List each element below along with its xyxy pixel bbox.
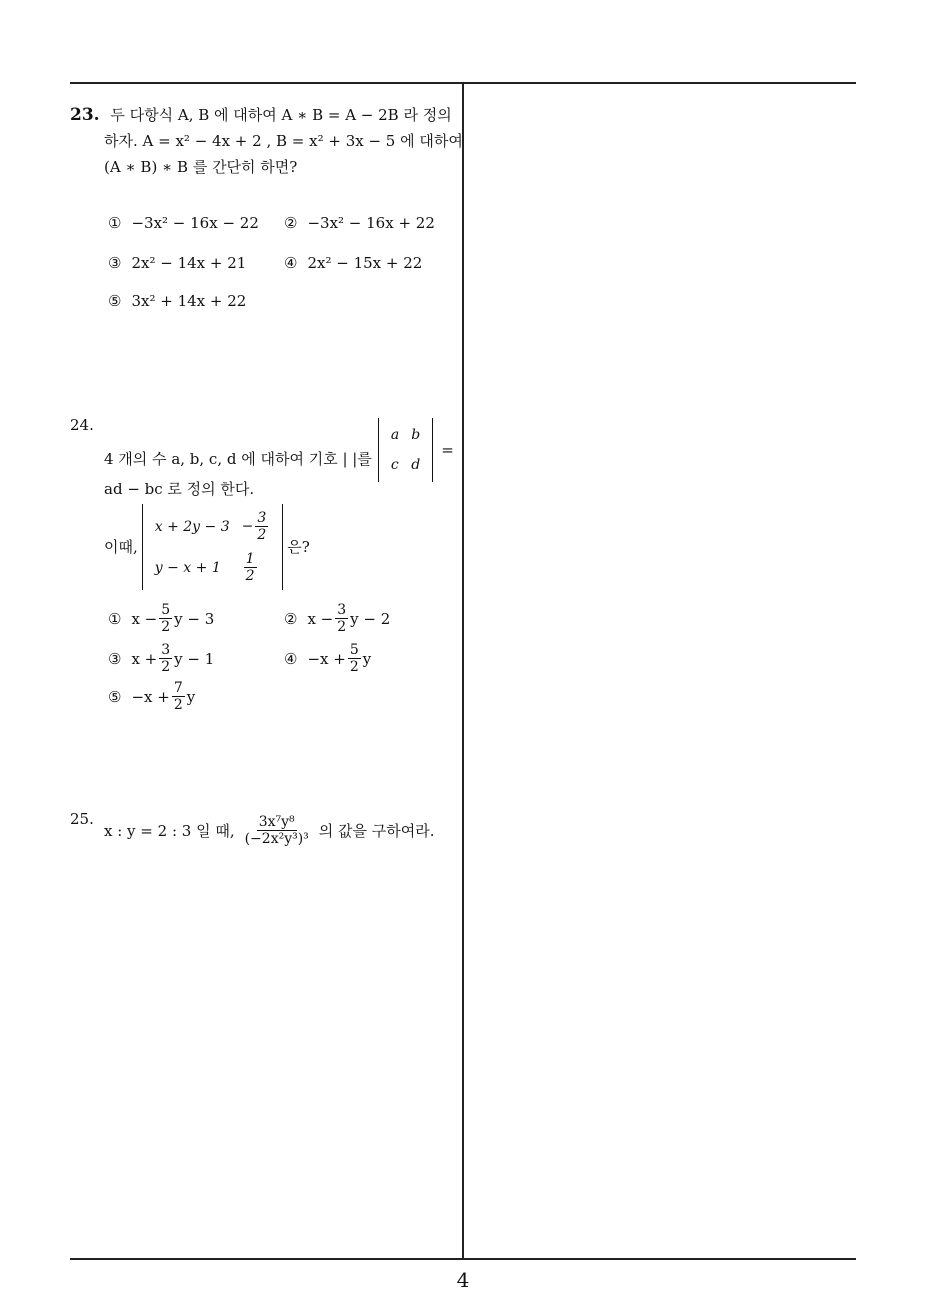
determinant-expression: x + 2y − 3 − $\frac{3}{2}$ y − x + 1 $\frac{1}{2}$ xyxy=(142,504,284,590)
question-text-intro: 4 개의 수 a, b, c, d 에 대하여 기호 | |를 xyxy=(104,450,372,468)
choice-5[interactable]: ⑤ −x + $\frac{7}{2}$ y xyxy=(108,680,196,713)
choice-4[interactable]: ④ 2x² − 15x + 22 xyxy=(284,254,423,272)
column-divider xyxy=(462,82,464,1260)
question-text-prefix: 이때, xyxy=(104,538,138,556)
question-text-line2: ad − bc 로 정의 한다. xyxy=(104,480,255,498)
choice-3[interactable]: ③ x + $\frac{3}{2}$ y − 1 xyxy=(108,642,215,675)
page-number: 4 xyxy=(456,1268,470,1292)
question-text-prefix: x : y = 2 : 3 일 때, xyxy=(104,821,235,840)
choice-1[interactable]: ① x − $\frac{5}{2}$ y − 3 xyxy=(108,602,215,635)
question-number: 24. xyxy=(70,416,94,434)
question-text-suffix: 은? xyxy=(287,538,310,556)
determinant-symbol: a b c d xyxy=(378,418,433,482)
question-text-line3: (A ∗ B) ∗ B 를 간단히 하면? xyxy=(104,158,298,176)
choice-1[interactable]: ① −3x² − 16x − 22 xyxy=(108,214,259,232)
bottom-rule xyxy=(70,1258,856,1260)
expression-fraction: $\frac{\text{3x⁷y⁸}}{\text{(−2x²y³)³}}$ xyxy=(244,814,309,847)
question-text-suffix: 의 값을 구하여라. xyxy=(318,821,435,840)
question-number: 25. xyxy=(70,810,94,828)
question-number: 23. xyxy=(70,105,100,125)
choice-3[interactable]: ③ 2x² − 14x + 21 xyxy=(108,254,247,272)
question-text-line1: 두 다항식 A, B 에 대하여 A ∗ B = A − 2B 라 정의 xyxy=(110,106,452,124)
choice-5[interactable]: ⑤ 3x² + 14x + 22 xyxy=(108,292,247,310)
choice-2[interactable]: ② −3x² − 16x + 22 xyxy=(284,214,435,232)
question-text-line2: 하자. A = x² − 4x + 2 , B = x² + 3x − 5 에 대하여 xyxy=(104,132,463,150)
choice-4[interactable]: ④ −x + $\frac{5}{2}$ y xyxy=(284,642,372,675)
choice-2[interactable]: ② x − $\frac{3}{2}$ y − 2 xyxy=(284,602,391,635)
